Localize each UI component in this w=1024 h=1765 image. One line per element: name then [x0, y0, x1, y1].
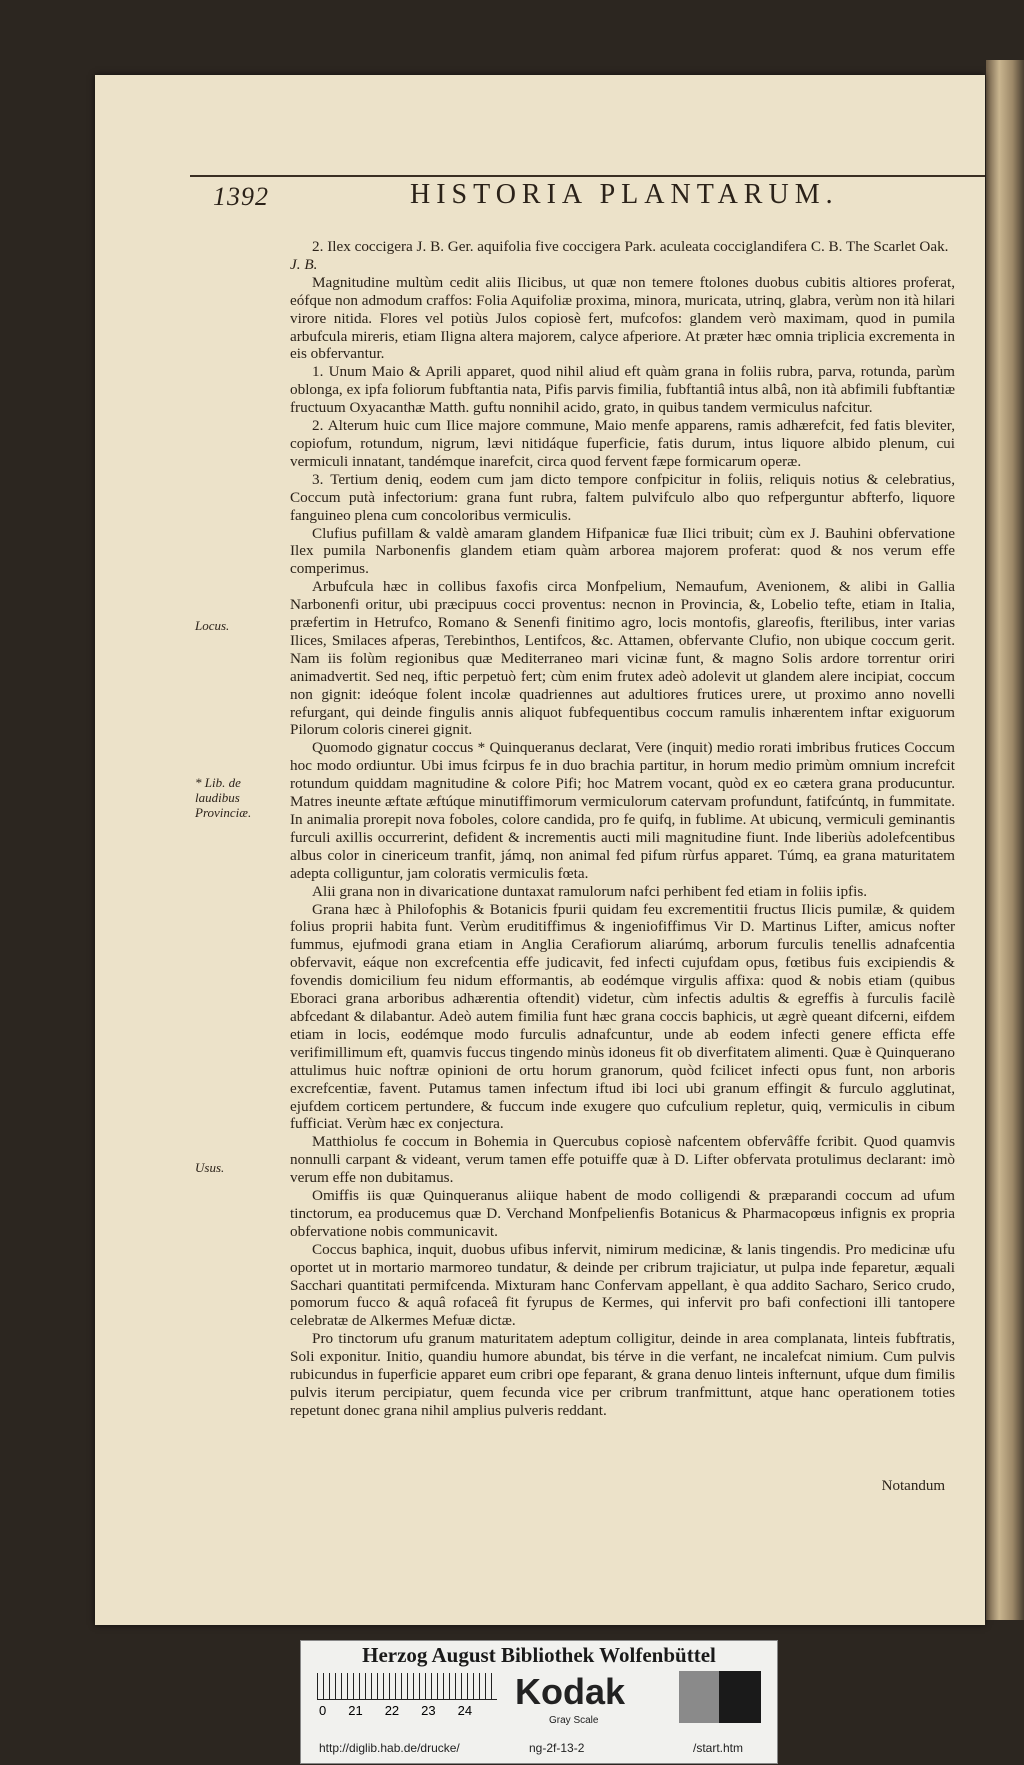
margin-note-lib: * Lib. de laudibus Provinciæ.: [195, 775, 252, 820]
black-swatch: [719, 1671, 761, 1723]
paragraph: Pro tinctorum ufu granum maturitatem adeptum colligitur, deinde in area complanata, linteis fubftratis, Soli exponitur. Initio, quandiu humore abundat, bis térve in die verfant, ne incalefcat nimium. Cum pulvis rubicundus in fuperficie apparet eum cribri ope feparant, & grana denuo linteis infternunt, ufque dum fimilis pulvis iterum percipiatur, quem fecunda vice per cribrum tranfmittunt, atque hanc operationem toties repetunt donec grana nihil amplius pulveris reddant.: [290, 1330, 955, 1419]
ruler-number: 0: [319, 1703, 327, 1718]
ruler-number: 24: [457, 1703, 473, 1718]
paragraph: Arbufcula hæc in collibus faxofis circa Monfpelium, Nemaufum, Avenionem, & alibi in Gallia Narbonenfi oritur, ubi præcipuus cocci proventus: necnon in Provincia, &, Lobelio tefte, etiam in Italia, præfertim in Hetrufco, Romano & Senenfi finitimo agro, locis montofis, glareofis, fterilibus, inter varias Ilices, Smilaces afperas, Terebinthos, Lentifcos, &c. Attamen, obfervante Clufio, non ubique coccum gerit. Nam iis folùm regionibus quæ Mediterraneo mari vicinæ funt, & magno Solis ardore torrentur oriri animadvertit. Sed neq, iftic perpetuò fert; cùm enim frutex adeò adolevit ut glandem alere incipiat, coccum non gignit: ideóque folent incolæ quadriennes aut adultiores frutices urere, ut proximo anno novelli refurgant, qui deinde fingulis annis aliquot fubfequentibus coccum ramulis inhærentem inftar exiguorum Pilorum coloris cinerei gignit.: [290, 578, 955, 739]
ruler-scale: [317, 1673, 497, 1700]
paragraph: Matthiolus fe coccum in Bohemia in Quercubus copiosè nafcentem obfervâffe fcribit. Quod quamvis nonnulli carpant & videant, verum tamen effe potuiffe quæ à D. Lifter obfervata protulimus declarant: imò verum effe non dubitamus.: [290, 1133, 955, 1187]
paragraph: Clufius pufillam & valdè amaram glandem Hifpanicæ fuæ Ilici tribuit; cùm ex J. Bauhini obfervatione Ilex pumila Narbonenfis glandem etiam quàm arborea majorem proferat: quod & nos verum effe comperimus.: [290, 524, 955, 578]
library-name: Herzog August Bibliothek Wolfenbüttel: [362, 1643, 716, 1667]
paragraph: 3. Tertium deniq, eodem cum jam dicto tempore confpicitur in foliis, reliquis notius & celebratius, Coccum putà infectorium: grana funt rubra, faltem pulvifculo albo quo refperguntur abfterfo, liquore fanguineo plena cum concoloribus vermiculis.: [290, 470, 955, 524]
paragraph: Omiffis iis quæ Quinqueranus aliique habent de modo colligendi & præparandi coccum ad ufum tinctorum, ea producemus quæ D. Verchand Monfpelienfis Botanicus & Pharmacopœus infignis ex propria obfervatione nobis communicavit.: [290, 1187, 955, 1240]
paragraph: Grana hæc à Philofophis & Botanicis fpurii quidam feu excrementitii fructus Ilicis pumilæ, & quidem folius proprii habita funt. Verùm eruditiffimus & ingeniofiffimus Vir D. Martinus Lifter, amicus nofter fummus, ejufmodi grana etiam in Anglia Cerafiorum aliarúmq, arborum furculis tenellis adnafcentia obfervavit, eáque non excrefcentia effe judicavit, fed infecti cujufdam opus, fœtibus fuis excipiendis & fovendis domicilium feu nidum efformantis, ab eodémque virgulis affixa: quod & nobis etiam (quibus Eboraci grana arboribus adhærentia oftendit) videtur, cùm infectis adultis & egreffis à furculis facilè abfcedant & dilabantur. Adeò autem fimilia funt hæc grana coccis baphicis, ut ægrè queant difcerni, eifdem etiam in locis, eodémque modo furculis adnafcuntur, unde ab eodem infecti genere efficta effe verifimillimum eft, quamvis fuccus tingendo minùs idoneus fit ob diverfitatem alimenti. Quæ è Quinquerano attulimus huic noftræ opinioni de ortu horum granorum, quòd fcilicet infecti opus funt, non arboris excrefcentiæ, favent. Putamus tamen infectum iftud ibi loci ubi granum effingit & furculo agglutinat, ejufdem corticem pertundere, & fuccum inde exugere quo cufculium repletur, quiq, vermiculis in cibum fufficiat. Verùm hæc ex conjectura.: [290, 900, 955, 1133]
body-text: [290, 238, 955, 1420]
url-text[interactable]: http://diglib.hab.de/drucke/: [319, 1741, 460, 1755]
start-link[interactable]: /start.htm: [693, 1741, 744, 1755]
paragraph: Quomodo gignatur coccus * Quinqueranus declarat, Vere (inquit) medio rorati imbribus frutices Coccum hoc modo ordiuntur. Ubi imus fcirpus fe in duo brachia partitur, in horum medio primùm omnium increfcit rotundum quiddam magnitudine & colore Pifi; hoc Matrem vocant, quòd ex eo cætera grana producuntur. Matres ineunte æftate æftúque minutiffimorum vermiculorum catervam profundunt, fatifcúntq, in fummitate. In animalia prorepit nova foboles, colore candida, pro fe quifq, in fublime. At ubicunq, vermiculi geminantis furculi axillis occurrerint, defident & incrementis aucti mili magnitudine fiunt. Inde liberiùs adolefcentibus albus color in cinericeum tranfit, jámq, non animal fed pifum rùrfus apparet. Túmq, ea grana maturitatem adepta colliguntur, jam coloratis vermiculis fœta.: [290, 739, 955, 882]
ruler-number: 21: [348, 1703, 363, 1718]
paragraph: 2. Alterum huic cum Ilice majore commune, Maio menfe apparens, ramis adhærefcit, fed fatis bleviter, copiofum, rotundum, nigrum, lævi nitidáque fuperficie, fatis durum, intus liquore albido plenum, cui vermiculi innatant, tandémque inarefcit, circa quod fervent fæpe formicarum operæ.: [290, 417, 955, 470]
paragraph: 1. Unum Maio & Aprili apparet, quod nihil aliud eft quàm grana in foliis rubra, parva, rotunda, parùm oblonga, ex ipfa foliorum fubftantia nata, Pifis parvis fimilia, fubftantiâ intus albâ, non ità abfimili fubftantiæ fructuum Oxyacanthæ Matth. guftu nonnihil acido, grato, in quibus tandem vermiculus nafcitur.: [290, 363, 955, 417]
ruler-numbers: [319, 1703, 519, 1718]
header-rule: [190, 175, 985, 177]
ruler-number: 22: [384, 1703, 400, 1718]
running-title: HISTORIA PLANTARUM.: [410, 179, 839, 210]
paragraph: Magnitudine multùm cedit aliis Ilicibus, ut quæ non temere ftolones duobus cubitis altiores proferat, eófque non admodum craffos: Folia Aquifoliæ proxima, minora, muricata, utrinq, glabra, verùm non ità hilari virore nitida. Flores vel potiùs Julos copiosè fert, mufcofos: glandem verò maximam, quod in pumila arbufcula mireris, etiam Iligna altera majorem, calyce afperiore. At præter hæc omnia triplicia excrementa in eis obfervantur.: [290, 273, 955, 363]
paragraph: Alii grana non in divaricatione duntaxat ramulorum nafci perhibent fed etiam in foliis ipfis.: [312, 882, 868, 900]
gray-swatch: [679, 1671, 719, 1723]
shelfmark: ng-2f-13-2: [529, 1741, 585, 1755]
margin-note-locus: Locus.: [195, 618, 230, 633]
entry-heading: 2. Ilex coccigera J. B. Ger. aquifolia five coccigera Park. aculeata cocciglandifera C. B. The Scarlet Oak.: [312, 238, 949, 255]
book-page: [95, 75, 985, 1625]
library-color-target: [300, 1640, 778, 1764]
page-number: 1392: [213, 182, 269, 211]
book-spine: [986, 60, 1024, 1620]
author-abbrev: J. B.: [290, 255, 318, 273]
catchword: Notandum: [881, 1478, 945, 1494]
gray-scale-label: Gray Scale: [549, 1715, 599, 1726]
kodak-logo: Kodak: [515, 1671, 626, 1712]
paragraph: Coccus baphica, inquit, duobus ufibus infervit, nimirum medicinæ, & lanis tingendis. Pro medicinæ ufu oportet ut in mortario marmoreo tundatur, & deinde per cribrum trajiciatur, ut pulpa inde feparetur, æquali Sacchari quantitati permifcenda. Mixturam hanc Confervam appellant, è qua addito Sacharo, Serico crudo, pomorum fucco & aquâ rofaceâ fit fyrupus de Kermes, qui infervit pro bafi confectioni illi tantopere celebratæ de Alkermes Mefuæ dictæ.: [290, 1240, 955, 1330]
margin-note-usus: Usus.: [195, 1160, 225, 1175]
ruler-number: 23: [421, 1703, 436, 1718]
url-bar: [301, 1733, 777, 1763]
